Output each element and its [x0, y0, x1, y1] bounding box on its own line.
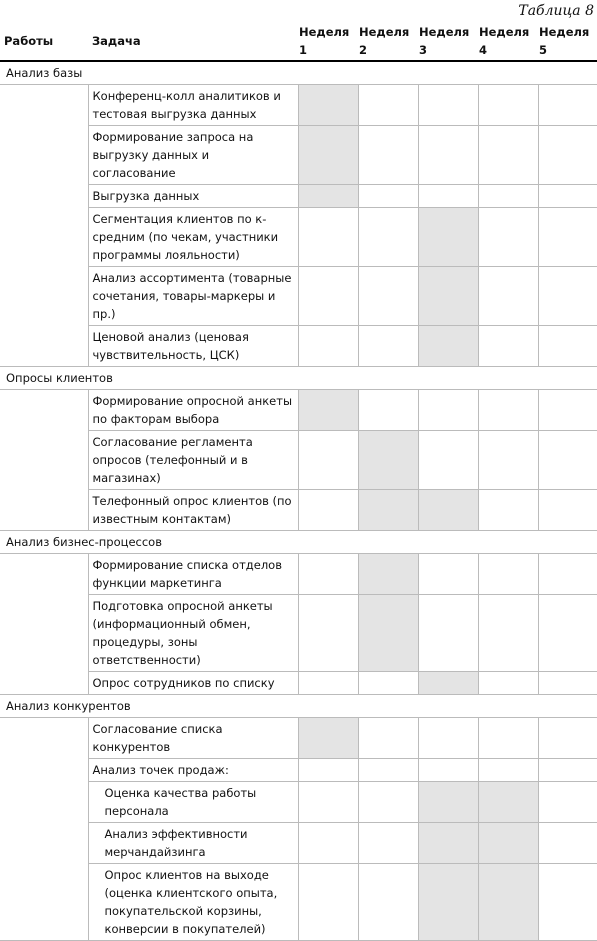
- task-row: [0, 554, 597, 595]
- week-5-cell: [538, 85, 597, 126]
- week-1-cell: [298, 864, 358, 941]
- task-text: Опрос клиентов на выходе (оценка клиентского опыта, покупательской корзины, конверсии в покупателей): [88, 864, 298, 941]
- week-1-cell: [298, 326, 358, 367]
- week-2-cell: [358, 490, 418, 531]
- works-cell: [0, 390, 88, 531]
- week-5-cell: [538, 490, 597, 531]
- task-text: Выгрузка данных: [88, 185, 298, 208]
- header-week-1: Неделя 1: [298, 22, 358, 61]
- week-3-cell: [418, 672, 478, 695]
- task-text: Согласование списка конкурентов: [88, 718, 298, 759]
- week-5-cell: [538, 267, 597, 326]
- week-1-cell: [298, 823, 358, 864]
- week-2-cell: [358, 759, 418, 782]
- week-5-cell: [538, 431, 597, 490]
- week-4-cell: [478, 185, 538, 208]
- week-1-cell: [298, 126, 358, 185]
- week-5-cell: [538, 823, 597, 864]
- task-row: [0, 672, 597, 695]
- week-4-cell: [478, 208, 538, 267]
- task-row: [0, 208, 597, 267]
- week-3-cell: [418, 208, 478, 267]
- week-3-cell: [418, 267, 478, 326]
- task-text: Анализ эффективности мерчандайзинга: [88, 823, 298, 864]
- week-1-cell: [298, 390, 358, 431]
- week-1-cell: [298, 759, 358, 782]
- task-row: [0, 759, 597, 782]
- week-1-cell: [298, 267, 358, 326]
- task-row: [0, 390, 597, 431]
- task-text: Сегментация клиентов по к-средним (по чекам, участники программы лояльности): [88, 208, 298, 267]
- task-row: [0, 718, 597, 759]
- header-week-4: Неделя 4: [478, 22, 538, 61]
- task-text: Согласование регламента опросов (телефонный и в магазинах): [88, 431, 298, 490]
- week-5-cell: [538, 672, 597, 695]
- week-4-cell: [478, 782, 538, 823]
- week-2-cell: [358, 185, 418, 208]
- task-text: Подготовка опросной анкеты (информационный обмен, процедуры, зоны ответственности): [88, 595, 298, 672]
- task-text: Формирование опросной анкеты по факторам выбора: [88, 390, 298, 431]
- week-2-cell: [358, 864, 418, 941]
- week-5-cell: [538, 208, 597, 267]
- week-1-cell: [298, 672, 358, 695]
- week-1-cell: [298, 185, 358, 208]
- works-cell: [0, 718, 88, 941]
- group-row: [0, 695, 597, 718]
- week-3-cell: [418, 431, 478, 490]
- task-row: [0, 267, 597, 326]
- week-4-cell: [478, 718, 538, 759]
- week-3-cell: [418, 718, 478, 759]
- week-1-cell: [298, 718, 358, 759]
- task-text: Формирование запроса на выгрузку данных и согласование: [88, 126, 298, 185]
- task-row: [0, 782, 597, 823]
- week-2-cell: [358, 326, 418, 367]
- group-title: Анализ бизнес-процессов: [0, 531, 597, 554]
- week-2-cell: [358, 672, 418, 695]
- table-body: [0, 61, 597, 941]
- week-4-cell: [478, 126, 538, 185]
- week-5-cell: [538, 595, 597, 672]
- table-caption: Таблица 8: [518, 3, 594, 19]
- week-4-cell: [478, 759, 538, 782]
- week-4-cell: [478, 595, 538, 672]
- week-2-cell: [358, 782, 418, 823]
- task-row: [0, 431, 597, 490]
- works-cell: [0, 85, 88, 367]
- week-4-cell: [478, 431, 538, 490]
- week-1-cell: [298, 782, 358, 823]
- task-text: Телефонный опрос клиентов (по известным контактам): [88, 490, 298, 531]
- task-text: Формирование списка отделов функции маркетинга: [88, 554, 298, 595]
- week-3-cell: [418, 85, 478, 126]
- week-2-cell: [358, 85, 418, 126]
- week-4-cell: [478, 823, 538, 864]
- works-cell: [0, 554, 88, 695]
- week-1-cell: [298, 490, 358, 531]
- week-2-cell: [358, 823, 418, 864]
- week-2-cell: [358, 208, 418, 267]
- week-3-cell: [418, 554, 478, 595]
- week-5-cell: [538, 718, 597, 759]
- week-2-cell: [358, 595, 418, 672]
- week-4-cell: [478, 490, 538, 531]
- week-4-cell: [478, 554, 538, 595]
- week-1-cell: [298, 431, 358, 490]
- task-text: Конференц-колл аналитиков и тестовая выгрузка данных: [88, 85, 298, 126]
- table-header-row: [0, 22, 597, 61]
- week-3-cell: [418, 490, 478, 531]
- week-4-cell: [478, 864, 538, 941]
- header-works: Работы: [0, 22, 88, 61]
- header-week-2: Неделя 2: [358, 22, 418, 61]
- week-2-cell: [358, 126, 418, 185]
- week-5-cell: [538, 390, 597, 431]
- week-4-cell: [478, 326, 538, 367]
- group-title: Анализ базы: [0, 61, 597, 85]
- week-3-cell: [418, 185, 478, 208]
- week-2-cell: [358, 390, 418, 431]
- week-2-cell: [358, 718, 418, 759]
- week-5-cell: [538, 126, 597, 185]
- week-5-cell: [538, 554, 597, 595]
- task-row: [0, 185, 597, 208]
- week-1-cell: [298, 208, 358, 267]
- week-5-cell: [538, 326, 597, 367]
- week-2-cell: [358, 267, 418, 326]
- header-week-3: Неделя 3: [418, 22, 478, 61]
- week-3-cell: [418, 390, 478, 431]
- group-title: Опросы клиентов: [0, 367, 597, 390]
- week-3-cell: [418, 126, 478, 185]
- week-5-cell: [538, 782, 597, 823]
- week-5-cell: [538, 185, 597, 208]
- task-text: Опрос сотрудников по списку: [88, 672, 298, 695]
- week-1-cell: [298, 85, 358, 126]
- header-task: Задача: [88, 22, 298, 61]
- task-row: [0, 126, 597, 185]
- week-5-cell: [538, 864, 597, 941]
- week-4-cell: [478, 85, 538, 126]
- task-row: [0, 864, 597, 941]
- group-row: [0, 531, 597, 554]
- week-4-cell: [478, 672, 538, 695]
- task-text: Ценовой анализ (ценовая чувствительность, ЦСК): [88, 326, 298, 367]
- header-week-5: Неделя 5: [538, 22, 597, 61]
- group-title: Анализ конкурентов: [0, 695, 597, 718]
- task-text: Анализ ассортимента (товарные сочетания, товары-маркеры и пр.): [88, 267, 298, 326]
- task-text: Анализ точек продаж:: [88, 759, 298, 782]
- task-row: [0, 326, 597, 367]
- task-row: [0, 490, 597, 531]
- week-2-cell: [358, 431, 418, 490]
- week-4-cell: [478, 267, 538, 326]
- group-row: [0, 367, 597, 390]
- week-3-cell: [418, 759, 478, 782]
- week-3-cell: [418, 595, 478, 672]
- week-3-cell: [418, 864, 478, 941]
- task-row: [0, 85, 597, 126]
- task-text: Оценка качества работы персонала: [88, 782, 298, 823]
- schedule-table: [0, 22, 597, 941]
- group-row: [0, 61, 597, 85]
- week-2-cell: [358, 554, 418, 595]
- week-1-cell: [298, 554, 358, 595]
- week-1-cell: [298, 595, 358, 672]
- week-3-cell: [418, 823, 478, 864]
- week-3-cell: [418, 782, 478, 823]
- week-4-cell: [478, 390, 538, 431]
- week-5-cell: [538, 759, 597, 782]
- week-3-cell: [418, 326, 478, 367]
- task-row: [0, 595, 597, 672]
- task-row: [0, 823, 597, 864]
